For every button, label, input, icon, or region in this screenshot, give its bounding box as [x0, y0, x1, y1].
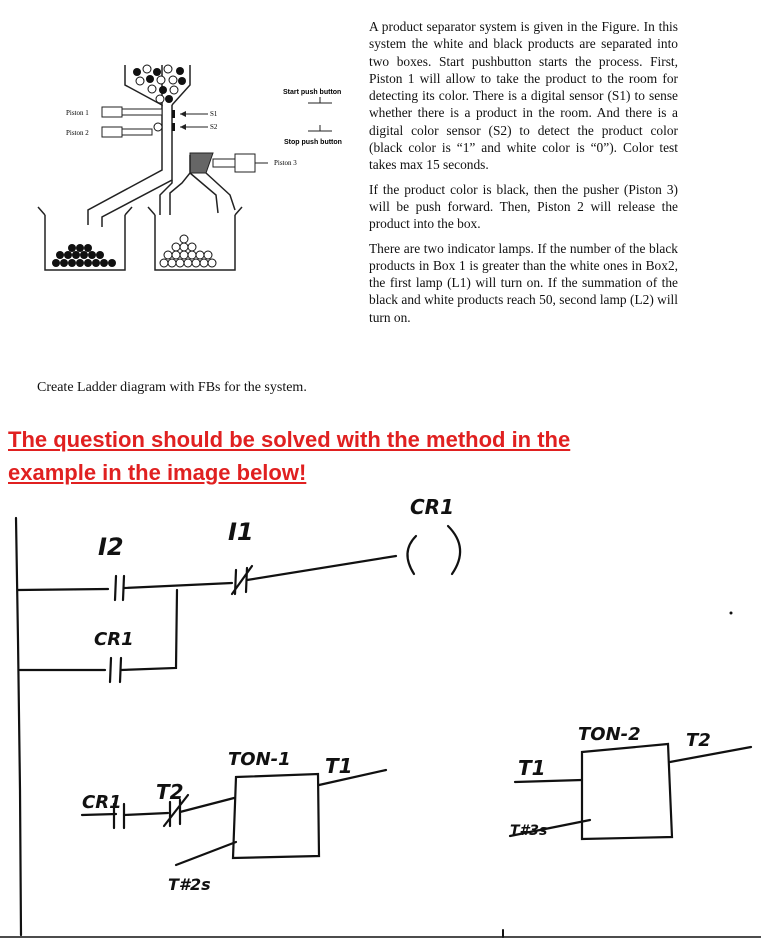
t1-input-label: T1 [518, 756, 546, 780]
stop-button-label: Stop push button [284, 139, 342, 146]
piston-2-body [102, 127, 122, 137]
ton-2-block [582, 744, 672, 839]
ton-2-label: TON-2 [578, 724, 641, 745]
rung-2-wire-b [124, 813, 168, 815]
preset-1-label: T#2s [168, 875, 211, 894]
i1-label: I1 [228, 518, 254, 546]
method-note [8, 423, 648, 489]
description-paragraph-3: There are two indicator lamps. If the number of the black products in Box 1 is greater than the white ones in Box2, the first lamp (L1) will turn on. If the summation of the black and white products reach 50, second lamp (L2) will turn on. [369, 240, 678, 325]
cr1-seal-contact [110, 658, 121, 682]
rung-1-wire-a [18, 589, 108, 590]
piston-1-body [102, 107, 122, 117]
instruction-text: Create Ladder diagram with FBs for the system. [37, 380, 307, 395]
left-power-rail [16, 518, 21, 935]
product-separator-figure [30, 55, 360, 285]
product-in-room [154, 123, 162, 131]
t1-input-wire [515, 780, 582, 782]
method-note-line-2: example in the image below! [8, 460, 307, 485]
rung-2-wire-c [180, 798, 234, 812]
piston-1-label: Piston 1 [66, 109, 89, 117]
start-button-label: Start push button [283, 89, 342, 96]
preset-1-wire [176, 842, 236, 865]
sensor-s2 [172, 123, 175, 131]
stray-dot [730, 612, 733, 615]
ton-1-block [233, 774, 319, 858]
box-1-black-products [52, 244, 116, 267]
t2-contact-label: T2 [156, 780, 184, 804]
rung-1-wire-c [247, 556, 396, 580]
ladder-diagram-example [0, 490, 761, 942]
t1-output-label: T1 [325, 754, 353, 778]
description-paragraph-2: If the product color is black, then the pusher (Piston 3) will be push forward. Then, Piston 2 will release the product into the box. [369, 181, 678, 232]
ton-1-label: TON-1 [228, 749, 291, 770]
t2-output-label: T2 [686, 730, 711, 751]
preset-2-label: T#3s [510, 823, 548, 839]
i2-label: I2 [98, 533, 124, 561]
cr1-coil-right [448, 526, 460, 574]
i2-contact [115, 576, 124, 600]
description-paragraph-1: A product separator system is given in the Figure. In this system the white and black products are separated into two boxes. Start pushbutton starts the process. First, Piston 1 will allow to take the product to the room for detecting its color. There is a digital sensor (S1) to sense whether there is a product in the room. And there is a digital color sensor (S2) to detect the product color (black color is “1” and white color is “0”). Color test takes max 15 seconds. [369, 19, 678, 173]
piston-1-rod [122, 109, 162, 115]
cr1-seal-label: CR1 [94, 629, 134, 650]
box-2-white-products [160, 235, 216, 267]
piston-2-label: Piston 2 [66, 129, 89, 137]
start-push-button-symbol [308, 97, 332, 103]
stop-push-button-symbol [308, 125, 332, 131]
method-note-line-1: The question should be solved with the method in the [8, 427, 571, 452]
piston-2-rod [122, 129, 152, 135]
rung-2-wire-a [82, 814, 116, 815]
rung-1-wire-b [124, 583, 232, 588]
piston-3-body [235, 154, 255, 172]
sensor-s1 [172, 110, 175, 118]
cr1-rung-2-label: CR1 [82, 792, 122, 813]
problem-description [369, 18, 678, 333]
s2-label: S2 [210, 123, 218, 131]
cr1-coil-label: CR1 [410, 495, 454, 519]
piston-3-label: Piston 3 [274, 159, 297, 167]
s1-label: S1 [210, 110, 218, 118]
piston-3-rod [213, 159, 235, 167]
pusher-head [190, 153, 213, 173]
cr1-coil-left [407, 536, 416, 574]
